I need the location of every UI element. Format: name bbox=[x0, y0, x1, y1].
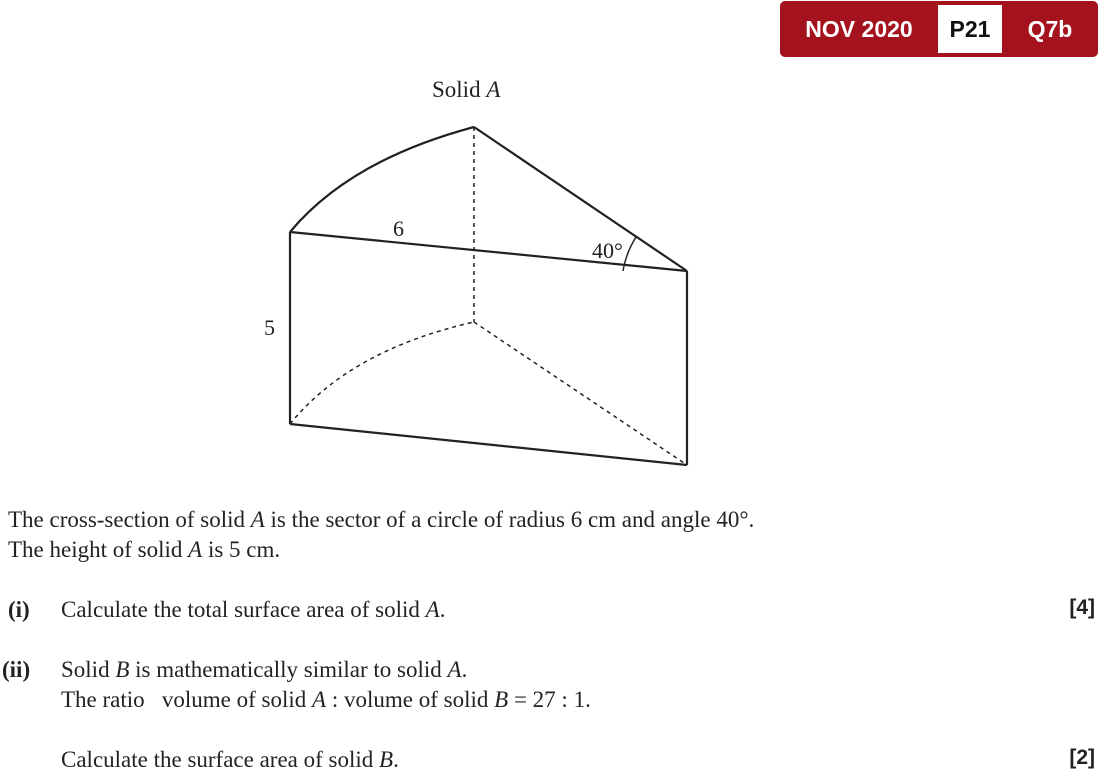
top-chord-edge bbox=[290, 232, 687, 271]
session-label: NOV 2020 bbox=[805, 16, 913, 42]
part-ii-line-2: The ratio volume of solid A : volume of solid B = 27 : 1. bbox=[61, 687, 591, 712]
part-i-number: (i) bbox=[8, 597, 30, 622]
part-i-marks: [4] bbox=[1069, 596, 1095, 619]
part-ii-line-3: Calculate the surface area of solid B. bbox=[61, 747, 399, 772]
hidden-bottom-arc bbox=[290, 322, 474, 424]
question-label: Q7b bbox=[1027, 16, 1073, 42]
part-i-text: Calculate the total surface area of solid A. bbox=[61, 597, 446, 622]
hidden-bottom-radius bbox=[474, 322, 687, 465]
solid-edges bbox=[290, 127, 687, 465]
intro-line-2: The height of solid A is 5 cm. bbox=[8, 537, 281, 562]
paper-label: P21 bbox=[938, 5, 1002, 53]
angle-label: 40° bbox=[592, 238, 623, 263]
part-ii-line-1: Solid B is mathematically similar to solid A. bbox=[61, 657, 468, 682]
figure-title: Solid A bbox=[432, 77, 501, 102]
hidden-edges bbox=[290, 127, 687, 465]
bottom-chord-edge bbox=[290, 424, 687, 465]
top-radius-edge bbox=[474, 127, 687, 271]
part-ii-number: (ii) bbox=[2, 657, 31, 682]
part-ii-marks: [2] bbox=[1069, 746, 1095, 769]
radius-label: 6 bbox=[393, 216, 404, 241]
intro-line-1: The cross-section of solid A is the sector of a circle of radius 6 cm and angle 40°. bbox=[8, 507, 755, 532]
height-label: 5 bbox=[264, 315, 275, 340]
top-arc-edge bbox=[290, 127, 474, 232]
